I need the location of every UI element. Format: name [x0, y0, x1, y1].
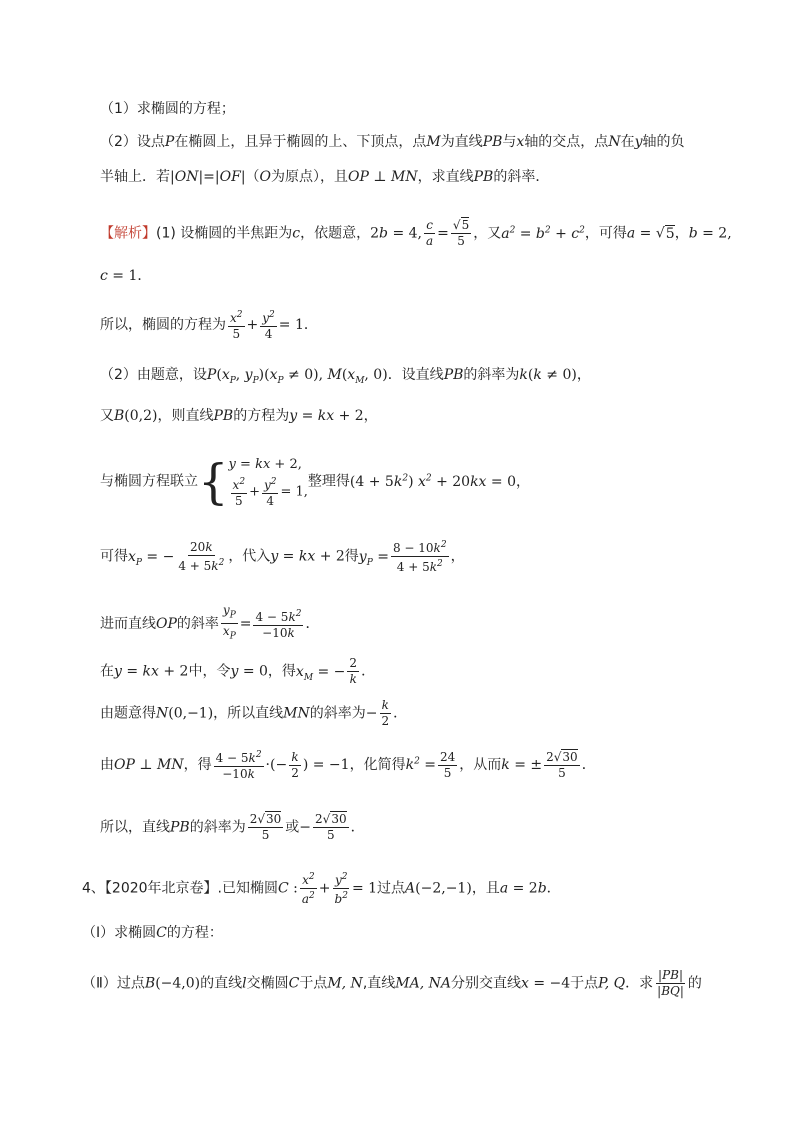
text: 与 — [502, 134, 517, 150]
text: 为直线 — [440, 134, 483, 150]
text: ，化简得 — [349, 757, 406, 773]
text: (1) 设椭圆的半焦距为 — [156, 225, 293, 242]
solution-line1: 【解析】(1) 设椭圆的半焦距为c，依题意，2b = 4, $\frac{c}{a}$ = $\frac{√5}{5}$ ，又$a^2 = b^2 + c^2$，可得a = √5，b = 2, — [100, 218, 732, 248]
problem-4-line1: 4、【2020年北京卷】.已知椭圆C : $\frac{x^2}{a^2}$ + $\frac{y^2}{b^2}$ = 1过点A(−2,−1)，且a = 2b． — [82, 872, 561, 906]
text: ，且 — [471, 880, 500, 897]
text: ． — [137, 268, 152, 284]
text: ，得 — [183, 757, 212, 773]
solution-line7: 可得$x_P$ = − $\frac{20k}{4 + 5k^2}$ ，代入y = kx + 2得$y_P$ = $\frac{8 - 10k^2}{4 + 5k^2}$ ， — [100, 539, 465, 574]
text: ，求直线 — [417, 169, 474, 185]
text: 的斜率为 — [309, 705, 366, 722]
solution-line6: 与椭圆方程联立 { y = kx + 2, $\frac{x^2}{5}$ + $\frac{y^2}{4}$ = 1, 整理得$(4 + 5k^2)$ $x^2 + 20kx = 0$， — [100, 453, 531, 510]
solution-line5: 又B(0,2)，则直线PB的方程为y = kx + 2， — [100, 408, 378, 424]
question-1: （1）求椭圆的方程； — [100, 101, 235, 117]
text: 的方程： — [166, 925, 223, 941]
text: 整理得 — [307, 473, 350, 490]
text: 进而直线 — [100, 615, 156, 632]
text: 所以，椭圆的方程为 — [100, 317, 226, 333]
text: 在 — [100, 663, 114, 680]
text: 与椭圆方程联立 — [100, 473, 198, 490]
text: 由 — [100, 757, 114, 773]
text: 交椭圆 — [246, 975, 289, 992]
text: 的斜率． — [493, 169, 550, 185]
text: 于点 — [570, 975, 599, 992]
solution-line9: 在y = kx + 2中，令y = 0，得$x_M$ = − $\frac{2}{k}$ ． — [100, 656, 376, 686]
solution-line8: 进而直线OP的斜率 $\frac{y_P}{x_P}$ = $\frac{4 - 5k^2}{-10k}$ ． — [100, 603, 320, 642]
text: 4、【2020年北京卷】.已知椭圆 — [82, 880, 278, 897]
text: （Ⅰ）求椭圆 — [82, 925, 157, 941]
text: 为原点），且 — [271, 169, 349, 185]
text: 可得 — [100, 548, 128, 565]
text: （2）由题意，设 — [100, 367, 207, 383]
text: 的 — [687, 975, 702, 992]
text: ，依题意， — [300, 225, 371, 242]
text: 在椭圆上，且异于椭圆的上、下顶点，点 — [174, 134, 427, 150]
text: 所以，直线 — [100, 819, 170, 836]
solution-line12: 所以，直线PB的斜率为 $\frac{2√30}{5}$ 或− $\frac{2√30}{5}$ ． — [100, 812, 365, 842]
text: ，所以直线 — [213, 705, 284, 722]
text: 由题意得 — [100, 705, 156, 722]
text: 中，令 — [188, 663, 231, 680]
text: 的斜率为 — [189, 819, 246, 836]
text: ,直线 — [362, 975, 396, 992]
text: （2）设点 — [100, 134, 165, 150]
text: 半轴上．若 — [100, 169, 170, 185]
text: ，又 — [473, 225, 502, 242]
solution-tag: 【解析】 — [100, 225, 156, 242]
text: 轴的交点，点 — [524, 134, 609, 150]
text: ，得 — [267, 663, 296, 680]
text: 的方程为 — [233, 408, 290, 424]
text: ，从而 — [459, 757, 502, 773]
solution-line11: 由OP ⊥ MN，得 $\frac{4 - 5k^2}{-10k}$ ·(− $\frac{k}{2}$ ) = −1，化简得$k^2$ = $\frac{24}{5}$ ，从而k = ± $\frac{2√30}{5}$ ． — [100, 749, 596, 781]
text: ．设直线 — [387, 367, 444, 383]
text: 在 — [620, 134, 635, 150]
text: 的斜率 — [176, 615, 219, 632]
solution-line3: 所以，椭圆的方程为 $\frac{x^2}{5}$ + $\frac{y^2}{4}$ = 1． — [100, 310, 318, 341]
text: ，则直线 — [157, 408, 214, 424]
text: 轴的负 — [642, 134, 685, 150]
text: 或 — [285, 819, 300, 836]
problem-4-line3: （Ⅱ）过点B(−4,0)的直线l交椭圆C于点M, N,直线MA, NA分别交直线x = −4于点P, Q．求 $\frac{|PB|}{|BQ|}$ 的 — [82, 968, 702, 998]
text: 分别交直线 — [450, 975, 521, 992]
text: 于点 — [299, 975, 328, 992]
text: 得 — [344, 548, 359, 565]
text: 过点 — [377, 880, 406, 897]
text: （ — [245, 169, 260, 185]
solution-line10: 由题意得N(0,−1)，所以直线MN的斜率为− $\frac{k}{2}$ ． — [100, 698, 408, 728]
solution-line4: （2）由题意，设$P(x_P$, $y_P)(x_P \ne 0)$, $M(x_M$, 0)．设直线PB的斜率为k(k ≠ 0)， — [100, 367, 591, 386]
text: 的斜率为 — [463, 367, 520, 383]
text: ，代入 — [228, 548, 271, 565]
question-2-line2: 半轴上．若|ON|=|OF|（O为原点），且OP ⊥ MN，求直线PB的斜率． — [100, 169, 550, 185]
text: 又 — [100, 408, 114, 424]
solution-line2: c = 1． — [100, 268, 152, 284]
text: ，可得 — [584, 225, 627, 242]
text: 的直线 — [200, 975, 243, 992]
problem-4-line2: （Ⅰ）求椭圆C的方程： — [82, 925, 223, 941]
question-2-line1: （2）设点P在椭圆上，且异于椭圆的上、下顶点，点M为直线PB与x轴的交点，点N在y轴的负 — [100, 134, 685, 150]
text: （Ⅱ）过点 — [82, 975, 145, 992]
text: ．求 — [625, 975, 654, 992]
